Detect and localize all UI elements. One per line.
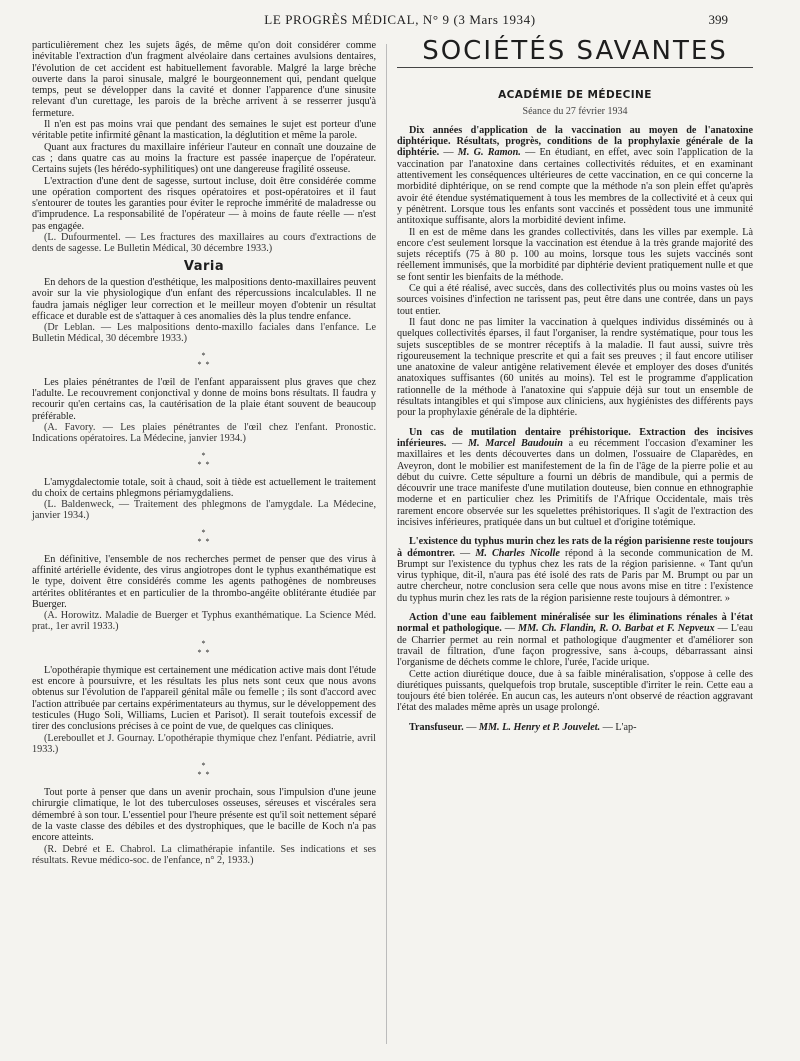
article-title: Dix années d'application de la vaccination au moyen de l'anatoxine diphtérique. Résultats, progrès, conditions de la prophylaxie générale de la diphtérie. — [397, 124, 753, 159]
article-title: Un cas de mutilation dentaire préhistorique. Extraction des incisives inférieures. — [397, 426, 753, 449]
citation: (L. Dufourmentel. — Les fractures des maxillaires au cours d'extractions de dents de sagesse. Le Bulletin Médical, 30 décembre 1933.) — [32, 232, 376, 255]
article-text: — L'ap- — [602, 721, 637, 733]
citation: (Lereboullet et J. Gournay. L'opothérapie thymique chez l'enfant. Pédiatrie, avril 1933.) — [32, 732, 376, 755]
article-author: MM. Ch. Flandin, R. O. Barbat et F. Nepveux — [518, 623, 715, 635]
page-number: 399 — [708, 12, 728, 27]
article-paragraph: Transfuseur. — MM. L. Henry et P. Jouvelet. — L'ap- — [409, 721, 637, 733]
asterism-divider: * * * — [197, 638, 211, 657]
citation: (Dr Leblan. — Les malpositions dento-maxillo faciales dans l'enfance. Le Bulletin Médical, 30 décembre 1933.) — [32, 322, 376, 345]
section-title: SOCIÉTÉS SAVANTES — [397, 46, 753, 68]
article-paragraph: L'existence du typhus murin chez les rats de la région parisienne reste toujours à démontrer. — M. Charles Nicolle répond à la seconde communication de M. Brumpt sur l'existence du typhus chez les rats de la région parisienne. « Tant qu'un virus typhique, dit-il, n'aura pas été isolé des rats de Paris par M. Brumpt ou par un autre chercheur, notre conclusion sera celle que nous avons mise en titre : l'existence du typhus murin chez les rats de la région parisienne reste toujours à démontrer. » — [397, 536, 753, 604]
paragraph: Quant aux fractures du maxillaire inférieur l'auteur en connaît une douzaine de cas ; dans quatre cas au moins la fracture est passée inaperçue de l'opérateur. Certains sujets (les hérédo-syphilitiques) ont une dangereuse fragilité osseuse. — [32, 141, 376, 176]
asterism-divider: * * * — [197, 450, 211, 469]
article-text: a eu récemment l'occasion d'examiner les maxillaires et les dents découvertes dans un dolmen, l'ossuaire de Claparèdes, en Aveyron, dont le mobilier est manifestement de la fin de l'âge de la pierre polie et au début du cuivre. Cette sépulture a fourni un débris de mandibule, qui a permis de découvrir une trace manifeste d'une mutilation douteuse, bien connue en ethnographie moderne et en particulier chez les Primitifs de l'Afrique Occidentale, mais très rarement encore observée sur les squelettes préhistoriques. Il s'agit de l'extraction des incisives inférieures, pratiquée dans un but cultuel et d'origine totémique. — [397, 437, 754, 528]
paragraph: L'opothérapie thymique est certainement une médication active mais dont l'étude est encore à poursuivre, et les résultats les plus nets sont ceux que nous avons obtenus sur l'évolution de l'appareil génital mâle ou femelle ; ils sont d'accord avec l'action attribuée par certains expérimentateurs au thymus, sur le développement des testicules (Hugo Soli, Williams, Lucien et Parisot). Il serait toutefois excessif de tirer des conclusions précises à ce point de vue, de quelques cas cliniques. — [32, 664, 376, 733]
article-text: — L'eau de Charrier permet au rein normal et pathologique d'augmenter et d'améliorer son travail de filtration, d'une façon progressive, sans à-coups, débarrassant ainsi l'organisme de déchets comme le chlore, l'urée, l'acide urique. — [397, 623, 754, 669]
article-paragraph: Dix années d'application de la vaccination au moyen de l'anatoxine diphtérique. Résultats, progrès, conditions de la prophylaxie générale de la diphtérie. — M. G. Ramon. — En étudiant, en effet, avec soin l'application de la vaccination par l'anatoxine dans certaines collectivités réduites, et en examinant attentivement les conséquences ultérieures de cette vaccination, en ce qui concerne la morbidité diphtérique, on se rend compte que la méthode n'a son plein effet qu'après avoir été étendue systématiquement à tous les membres de la collectivité et à ceux qui y pénètrent. Lorsque tous les enfants sont vaccinés et possèdent tous une immunité antitoxique suffisante, alors la morbidité devient infime. — [397, 124, 754, 227]
paragraph: Tout porte à penser que dans un avenir prochain, sous l'impulsion d'une jeune chirurgie climatique, le lot des tuberculoses osseuses, séreuses et viscérales sera démembré à son tour. L'essentiel pour l'heure présente est qu'il soit nettement séparé de la vaste classe des débiles et des dystrophiques, que le bacille de Koch n'a pas encore atteints. — [32, 787, 376, 844]
article-paragraph: Un cas de mutilation dentaire préhistorique. Extraction des incisives inférieures. — M. Marcel Baudouin a eu récemment l'occasion d'examiner les maxillaires et les dents découvertes dans un dolmen, l'ossuaire de Claparèdes, en Aveyron, dont le mobilier est manifestement de la fin de l'âge de la pierre polie et au début du cuivre. Cette sépulture a fourni un débris de mandibule, qui a permis de découvrir une trace manifeste d'une mutilation douteuse, bien connue en ethnographie moderne et en particulier chez les Primitifs de l'Afrique Occidentale, mais très rarement encore observée sur les squelettes préhistoriques. Il s'agit de l'extraction des incisives inférieures, pratiquée dans un but cultuel et d'origine totémique. — [397, 426, 754, 528]
article-author: M. Charles Nicolle — [475, 547, 560, 559]
citation: (R. Debré et E. Chabrol. La climathérapie infantile. Ses indications et ses résultats. Revue médico-soc. de l'enfance, n° 2, 1933.) — [32, 843, 376, 866]
paragraph: En définitive, l'ensemble de nos recherches permet de penser que des virus à affinité artérielle évidente, des virus angiotropes dont le typhus exanthématique est le type, doivent être considérés comme les agents pathogènes de nombreuses artérites oblitérantes et en particulier de la thrombo-angéite oblitérante étudiée par Buerger. — [32, 553, 376, 610]
page-header — [0, 12, 800, 32]
paragraph: particulièrement chez les sujets âgés, de même qu'on doit considérer comme inévitable l'extraction d'un fragment alvéolaire dans certaines avulsions dentaires, l'évolution de cet accident est habituellement favorable. Malgré la large brèche ouverte dans la paroi sinusale, malgré le bourgeonnement qui, pendant quelque temps, peut se développer dans la cavité et donner l'apparence d'une sinusite relevant d'un curettage, les parois de la brèche arrivent à se resserrer jusqu'à fermeture. — [32, 40, 376, 119]
left-column — [32, 40, 376, 866]
article-text: répond à la seconde communication de M. Brumpt sur l'existence du typhus chez les rats de la région parisienne. « Tant qu'un virus typhique, dit-il, n'aura pas été isolé des rats de Paris par M. Brumpt ou par un autre chercheur, notre conclusion sera celle que nous avons mise en titre : l'existence du typhus murin chez les rats de la région parisienne reste toujours à démontrer. » — [397, 547, 753, 604]
article-title: Action d'une eau faiblement minéralisée sur les éliminations rénales à l'état normal et pathologique. — [397, 612, 753, 635]
article-author: MM. L. Henry et P. Jouvelet. — [478, 721, 601, 733]
article-author: M. G. Ramon. — [457, 147, 521, 159]
column-rule — [386, 44, 387, 1044]
paragraph: Les plaies pénétrantes de l'œil de l'enfant apparaissent plus graves que chez l'adulte. Le recouvrement conjonctival y donne de moins bons résultats. Il faudra y recourir qu'en certains cas, la cautérisation de la plaie étant souvent de beaucoup préférable. — [32, 376, 376, 422]
article-title: L'existence du typhus murin chez les rats de la région parisienne reste toujours à démontrer. — [397, 536, 753, 559]
paragraph: Ce qui a été réalisé, avec succès, dans des collectivités plus ou moins vastes où les sources voisines d'infection ne tarissent pas, peut être dans une contrée, dans un pays tout entier. — [397, 283, 753, 317]
article-author: M. Marcel Baudouin — [467, 437, 563, 449]
paragraph: L'amygdalectomie totale, soit à chaud, soit à tiède est actuellement le traitement du choix de certains phlegmons périamygdaliens. — [32, 476, 376, 499]
paragraph: Il n'en est pas moins vrai que pendant des semaines le sujet est porteur d'une véritable petite infirmité gênant la mastication, la déglutition et même la parole. — [32, 119, 376, 142]
citation: (L. Baldenweck, — Traitement des phlegmons de l'amygdale. La Médecine, janvier 1934.) — [32, 499, 376, 522]
citation: (A. Horowitz. Maladie de Buerger et Typhus exanthématique. La Science Méd. prat., 1er avril 1933.) — [32, 610, 376, 633]
varia-heading: Varia — [183, 258, 225, 274]
asterism-divider: * * * — [197, 350, 211, 369]
paragraph: En dehors de la question d'esthétique, les malpositions dento-maxillaires peuvent avoir sur la vie physiologique d'un enfant des répercussions incalculables. Il ne faudra jamais négliger leur correction et le meilleur moyen d'obtenir un résultat efficace et durable est de s'attaquer à ces anomalies dès la plus tendre enfance. — [32, 276, 376, 322]
asterism-divider: * * * — [197, 761, 211, 780]
article-paragraph: Action d'une eau faiblement minéralisée sur les éliminations rénales à l'état normal et pathologique. — MM. Ch. Flandin, R. O. Barbat et F. Nepveux — L'eau de Charrier permet au rein normal et pathologique d'augmenter et d'améliorer son travail de filtration, d'une façon progressive, sans à-coups, débarrassant ainsi l'organisme de déchets comme le chlore, l'urée, l'acide urique. — [397, 612, 754, 669]
paragraph: Il faut donc ne pas limiter la vaccination à quelques individus disséminés ou à quelques collectivités éparses, il faut l'organiser, la rendre systématique, pour tous les sujets susceptibles de se montrer réceptifs à la maladie. Il faut aussi, suivre très rigoureusement la technique prescrite et qui a fait ses preuves ; il faut encore utiliser une anatoxine de valeur antigène relativement élevée et employer des doses d'unités anatoxiques suffisantes (60 unités au moins). Tel est le programme d'application rationnelle de la méthode à l'anatoxine qui s'appuie déjà sur tout un ensemble de résultats intangibles et qui s'impose aux cliniciens, aux hygiénistes des différents pays pour la prophylaxie générale de la diphtérie. — [397, 316, 753, 419]
asterism-divider: * * * — [197, 527, 211, 546]
running-title: LE PROGRÈS MÉDICAL, N° 9 (3 Mars 1934) — [264, 12, 536, 27]
academy-heading: ACADÉMIE DE MÉDECINE — [498, 89, 652, 102]
article-text: — En étudiant, en effet, avec soin l'application de la vaccination par l'anatoxine dans certaines collectivités réduites, et en examinant attentivement les conséquences ultérieures de cette vaccination, en ce qui concerne la morbidité diphtérique, on se rend compte que la méthode n'a son plein effet qu'après avoir été étendue systématiquement à tous les membres de la collectivité et à ceux qui y pénètrent. Lorsque tous les enfants sont vaccinés et possèdent tous une immunité antitoxique suffisante, alors la morbidité devient infime. — [397, 147, 754, 227]
session-date: Séance du 27 février 1934 — [522, 105, 628, 117]
paragraph: Il en est de même dans les grandes collectivités, dans les villes par exemple. Là encore c'est seulement lorsque la vaccination est étendue à la très grande majorité des sujets réceptifs (75 à 80 p. 100 au moins, lorsque tous les sujets vaccinés sont réellement immunisés, que la morbidité par diphtérie devient pratiquement nulle et que se font sentir les bienfaits de la méthode. — [397, 226, 753, 283]
paragraph: Cette action diurétique douce, due à sa faible minéralisation, s'oppose à celle des diurétiques puissants, quelquefois trop brutale, susceptible d'irriter le rein. Cette eau a toujours été bien tolérée. En aucun cas, les auteurs n'ont observé de réaction aggravant l'état des malades même après un usage prolongé. — [397, 668, 753, 714]
article-title: Transfuseur. — [409, 721, 464, 733]
citation: (A. Favory. — Les plaies pénétrantes de l'œil chez l'enfant. Pronostic. Indications opératoires. La Médecine, janvier 1934.) — [32, 421, 376, 445]
paragraph: L'extraction d'une dent de sagesse, surtout incluse, doit être considérée comme une opération comportent des risques opératoires et post-opératoires et il faut s'entourer de toutes les garanties pour éviter le reproche immérité de maladresse ou d'imprudence. La responsabilité de l'opérateur — à moins de faute réelle — n'est pas engagée. — [32, 175, 376, 232]
right-column — [397, 36, 754, 733]
